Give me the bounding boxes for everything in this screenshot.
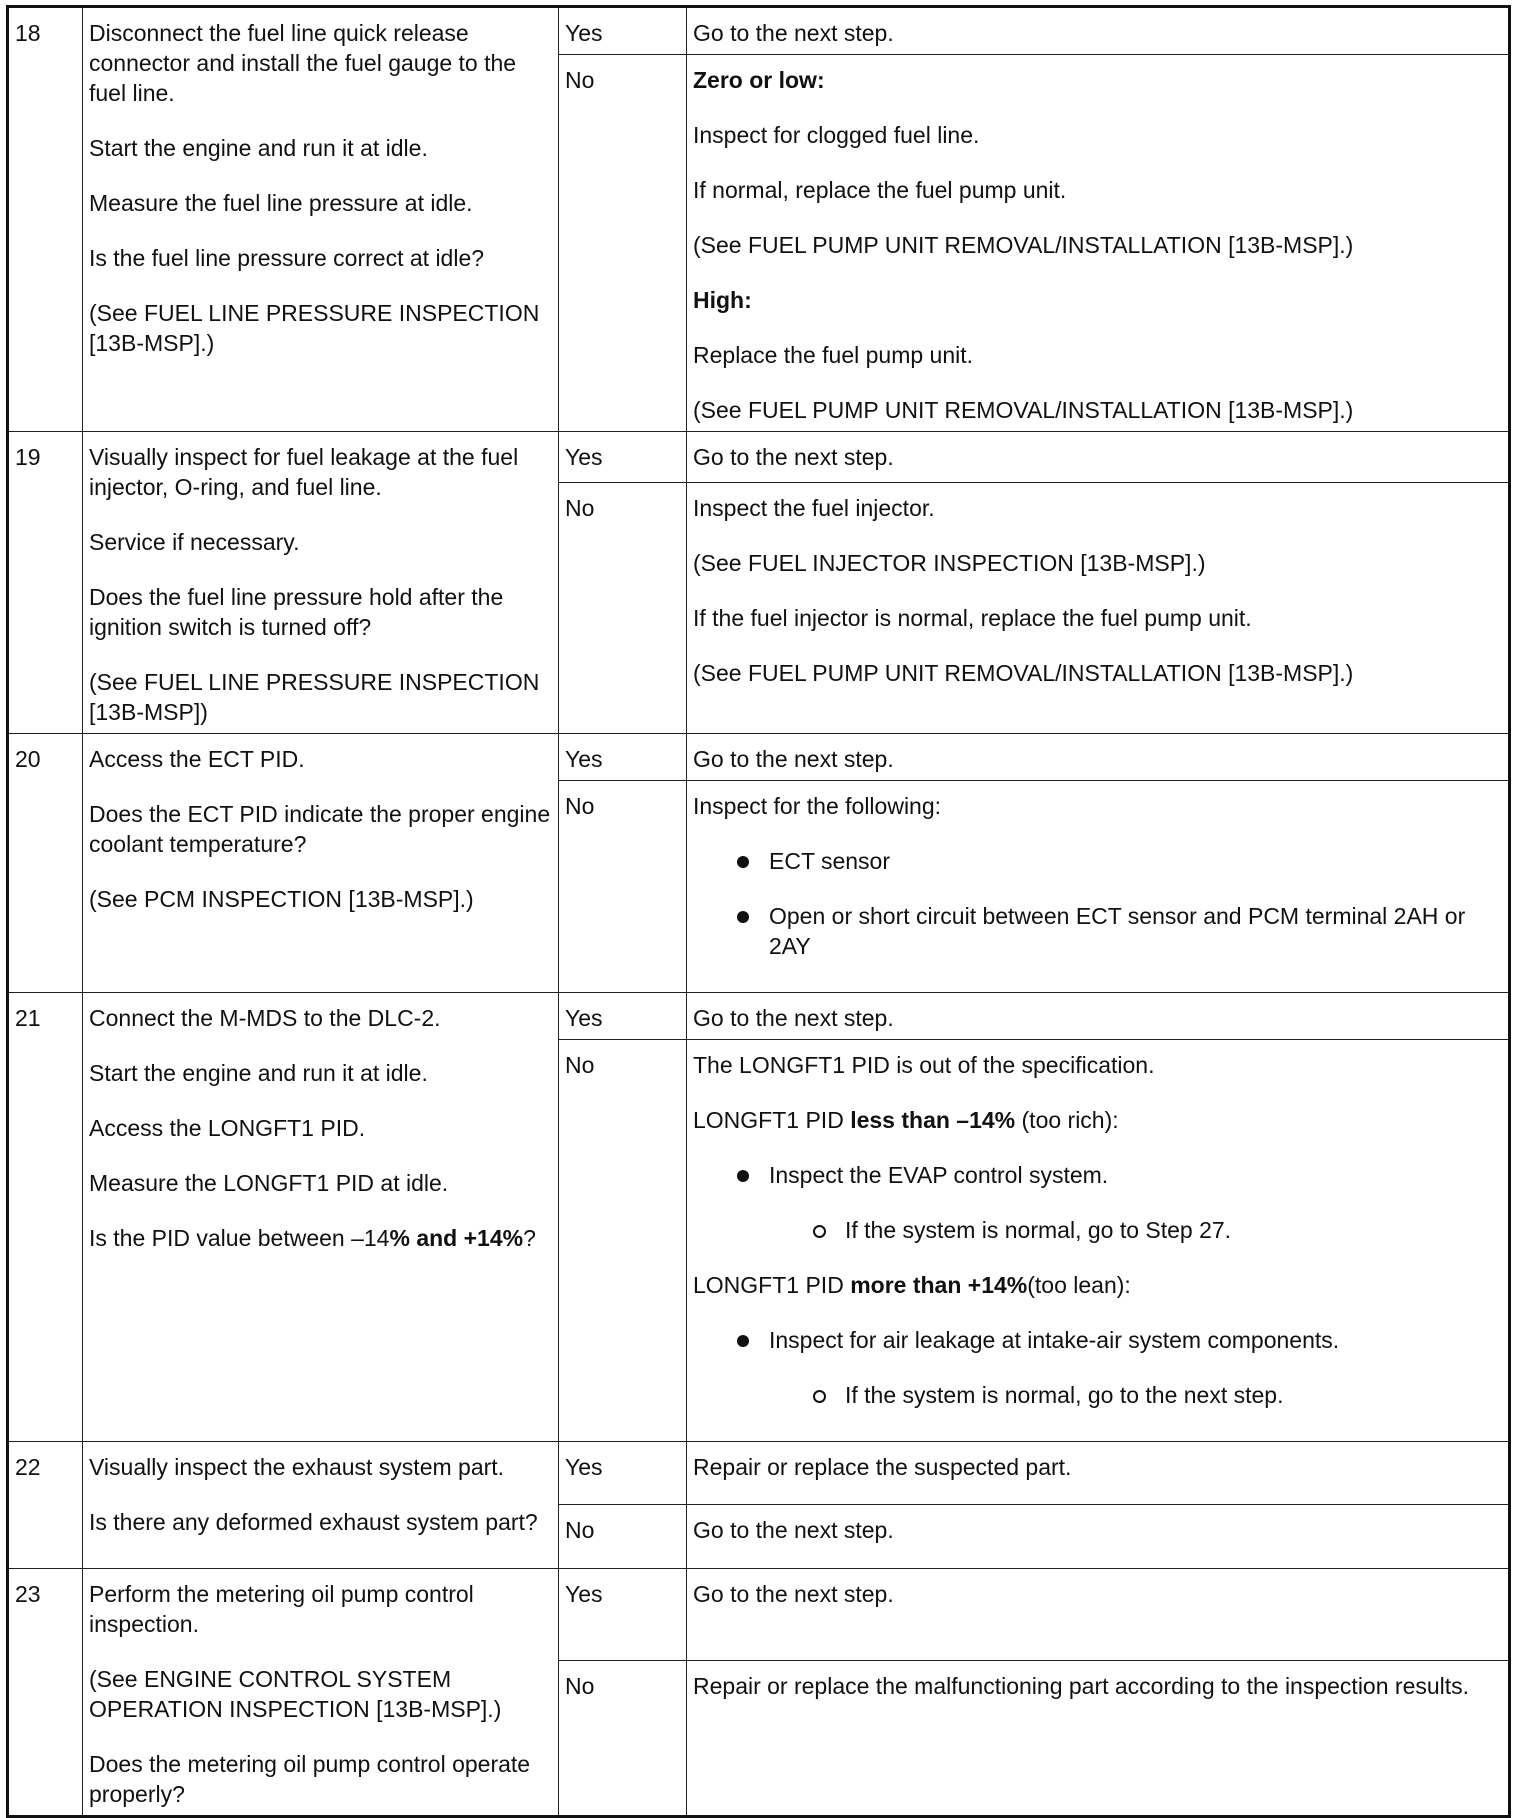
lean-condition: LONGFT1 PID more than +14%(too lean):	[693, 1272, 1131, 1298]
action-yes: Repair or replace the suspected part.	[687, 1442, 1510, 1505]
action-yes: Go to the next step.	[687, 7, 1510, 55]
step-number: 20	[8, 734, 83, 993]
diagnostic-procedure-table	[6, 5, 1511, 1818]
inspection-text: Does the fuel line pressure hold after the ignition switch is turned off?	[89, 584, 504, 640]
step-20-yes-row	[8, 734, 1510, 781]
inspection-reference: (See ENGINE CONTROL SYSTEM OPERATION INSPECTION [13B-MSP].)	[89, 1666, 502, 1722]
action-text: If normal, replace the fuel pump unit.	[693, 177, 1067, 203]
sub-bullet-item: If the system is normal, go to Step 27.	[811, 1215, 1502, 1245]
step-18-yes-row	[8, 7, 1510, 55]
bullet-list	[693, 1325, 1502, 1410]
inspection-reference: (See FUEL LINE PRESSURE INSPECTION [13B-MSP])	[89, 669, 540, 725]
bullet-list	[693, 846, 1502, 961]
step-number: 19	[8, 432, 83, 734]
inspection-text: Access the ECT PID.	[89, 746, 305, 772]
inspection-text: Disconnect the fuel line quick release connector and install the fuel gauge to the fuel line.	[89, 20, 517, 106]
inspection-text: Measure the LONGFT1 PID at idle.	[89, 1170, 449, 1196]
result-no: No	[559, 1505, 687, 1569]
inspection-text: Visually inspect the exhaust system part.	[89, 1454, 505, 1480]
inspection-cell	[83, 734, 559, 993]
bullet-list	[693, 1160, 1502, 1245]
inspection-text: Measure the fuel line pressure at idle.	[89, 190, 473, 216]
result-yes: Yes	[559, 7, 687, 55]
inspection-text: Service if necessary.	[89, 529, 300, 555]
action-no: Repair or replace the malfunctioning part according to the inspection results.	[687, 1660, 1510, 1816]
result-no: No	[559, 482, 687, 733]
action-no	[687, 1040, 1510, 1442]
step-22-yes-row	[8, 1442, 1510, 1505]
sub-bullet-list	[769, 1380, 1502, 1410]
action-reference: (See FUEL PUMP UNIT REMOVAL/INSTALLATION [13B-MSP].)	[693, 232, 1354, 258]
result-yes: Yes	[559, 993, 687, 1040]
action-text: If the fuel injector is normal, replace the fuel pump unit.	[693, 604, 1252, 631]
inspection-reference: (See FUEL LINE PRESSURE INSPECTION [13B-MSP].)	[89, 300, 540, 356]
step-number: 22	[8, 1442, 83, 1569]
action-reference: (See FUEL PUMP UNIT REMOVAL/INSTALLATION [13B-MSP].)	[693, 397, 1354, 423]
inspection-text: Perform the metering oil pump control inspection.	[89, 1581, 474, 1637]
inspection-text: Does the ECT PID indicate the proper engine coolant temperature?	[89, 801, 551, 857]
action-yes: Go to the next step.	[687, 1569, 1510, 1661]
result-no: No	[559, 781, 687, 993]
rich-condition: LONGFT1 PID less than –14% (too rich):	[693, 1107, 1119, 1133]
inspection-cell	[83, 1442, 559, 1569]
action-no	[687, 781, 1510, 993]
action-text: Inspect for clogged fuel line.	[693, 122, 980, 148]
action-text: Inspect the fuel injector.	[693, 494, 935, 521]
result-yes: Yes	[559, 1569, 687, 1661]
inspection-cell	[83, 993, 559, 1442]
action-text: Inspect for the following:	[693, 793, 942, 819]
action-no	[687, 55, 1510, 432]
inspection-text: Is there any deformed exhaust system part?	[89, 1509, 538, 1535]
sub-bullet-list	[769, 1215, 1502, 1245]
inspection-text: Visually inspect for fuel leakage at the fuel injector, O-ring, and fuel line.	[89, 444, 519, 500]
action-no: Go to the next step.	[687, 1505, 1510, 1569]
sub-bullet-item: If the system is normal, go to the next step.	[811, 1380, 1502, 1410]
result-no: No	[559, 1040, 687, 1442]
result-yes: Yes	[559, 1442, 687, 1505]
inspection-reference: (See PCM INSPECTION [13B-MSP].)	[89, 886, 474, 912]
step-number: 21	[8, 993, 83, 1442]
result-no: No	[559, 1660, 687, 1816]
inspection-question: Is the PID value between –14% and +14%?	[89, 1225, 536, 1251]
inspection-text: Access the LONGFT1 PID.	[89, 1115, 366, 1141]
result-yes: Yes	[559, 432, 687, 483]
inspection-text: Does the metering oil pump control operate properly?	[89, 1751, 531, 1807]
inspection-text: Start the engine and run it at idle.	[89, 1060, 428, 1086]
bullet-item: ECT sensor	[735, 846, 1502, 876]
inspection-cell	[83, 432, 559, 734]
condition-heading: High:	[693, 287, 752, 313]
step-number: 18	[8, 7, 83, 432]
inspection-text: Connect the M-MDS to the DLC-2.	[89, 1005, 441, 1031]
step-number: 23	[8, 1569, 83, 1817]
action-no	[687, 482, 1510, 733]
condition-heading: Zero or low:	[693, 67, 825, 93]
action-text: Replace the fuel pump unit.	[693, 342, 974, 368]
action-yes: Go to the next step.	[687, 432, 1510, 483]
inspection-cell	[83, 7, 559, 432]
step-19-yes-row	[8, 432, 1510, 483]
bullet-item: Inspect the EVAP control system. If the system is normal, go to Step 27.	[735, 1160, 1502, 1245]
step-21-yes-row	[8, 993, 1510, 1040]
action-text: The LONGFT1 PID is out of the specification.	[693, 1052, 1155, 1078]
action-yes: Go to the next step.	[687, 734, 1510, 781]
bullet-item: Inspect for air leakage at intake-air system components. If the system is normal, go to the next step.	[735, 1325, 1502, 1410]
step-23-yes-row	[8, 1569, 1510, 1661]
action-yes: Go to the next step.	[687, 993, 1510, 1040]
result-yes: Yes	[559, 734, 687, 781]
action-reference: (See FUEL PUMP UNIT REMOVAL/INSTALLATION [13B-MSP].)	[693, 659, 1354, 686]
result-no: No	[559, 55, 687, 432]
bullet-item: Open or short circuit between ECT sensor and PCM terminal 2AH or 2AY	[735, 901, 1502, 961]
action-reference: (See FUEL INJECTOR INSPECTION [13B-MSP].)	[693, 549, 1206, 576]
inspection-cell	[83, 1569, 559, 1817]
inspection-text: Start the engine and run it at idle.	[89, 135, 428, 161]
inspection-text: Is the fuel line pressure correct at idle?	[89, 245, 485, 271]
